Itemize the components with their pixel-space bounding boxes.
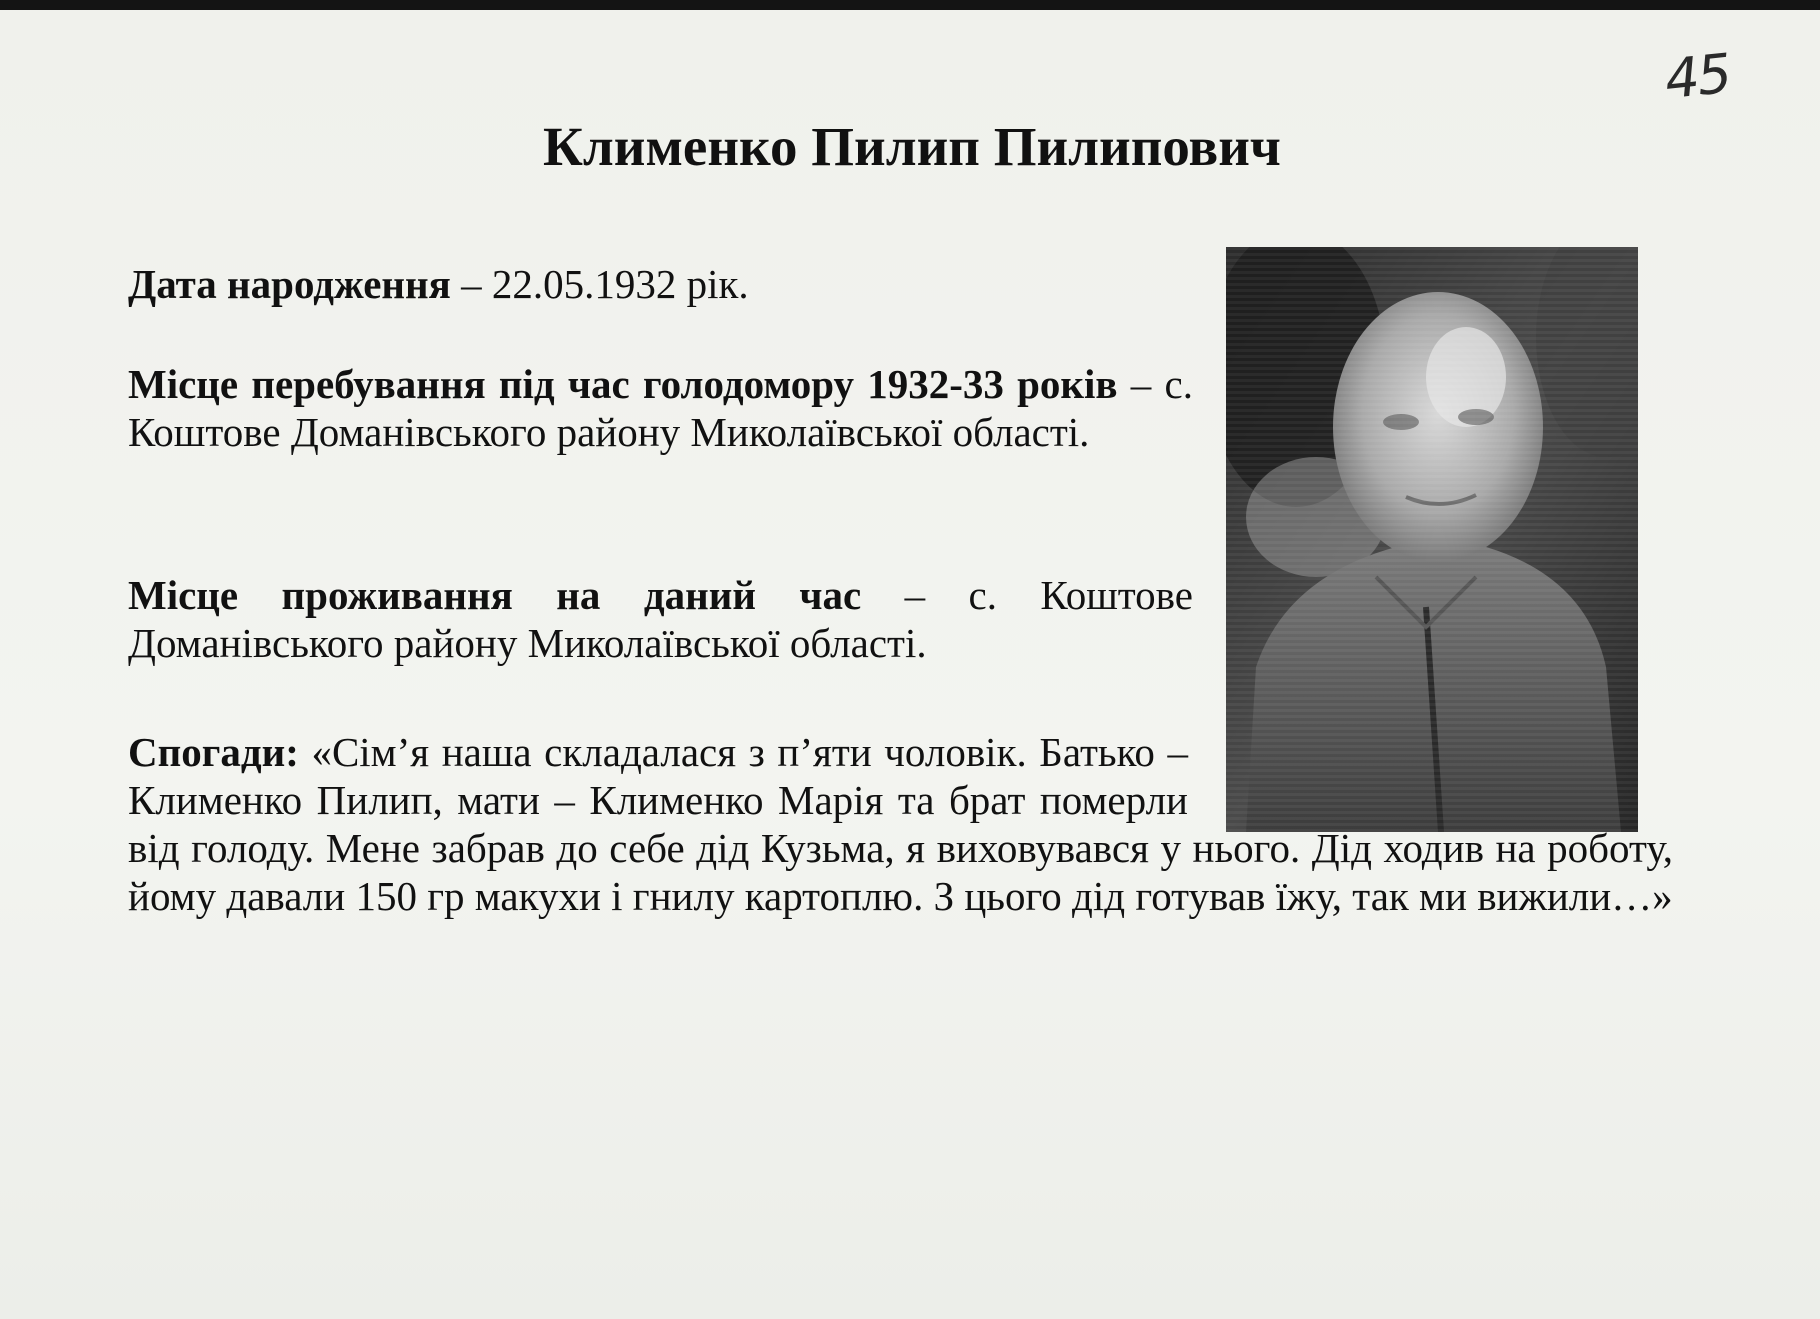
handwritten-page-number: 45 [1661, 41, 1733, 112]
scan-edge [0, 0, 1820, 10]
famine-location-label: Місце перебування під час голодомору 1932-33 років [128, 361, 1118, 407]
birth-date-label: Дата народження [128, 261, 451, 307]
famine-location-value: с. Коштове Доманівського району Миколаївської області. [128, 361, 1193, 455]
page-title [0, 115, 1820, 178]
photo-wrap-spacer [1188, 728, 1673, 824]
current-residence-label: Місце проживання на даний час [128, 572, 862, 618]
current-residence-paragraph [128, 571, 1193, 667]
memories-text: «Сім’я наша складалася з п’яти чоловік. Батько – Клименко Пилип, мати – Клименко Марія та брат померли від голоду. Мене забрав до себе дід Кузьма, я виховувався у нього. Дід ходив на роботу, йому давали 150 гр макухи і гнилу картоплю. З цього дід готував їжу, так ми вижили…» [128, 729, 1673, 919]
current-residence-separator: – [861, 572, 969, 618]
birth-date-value: 22.05.1932 рік. [491, 261, 749, 307]
person-name: Клименко Пилип Пилипович [543, 116, 1281, 177]
document-page [0, 10, 1820, 1319]
famine-location-paragraph [128, 360, 1193, 456]
famine-location-separator: – [1117, 361, 1165, 407]
birth-date-paragraph [128, 260, 928, 308]
memories-label: Спогади: [128, 729, 299, 775]
birth-date-separator: – [450, 261, 492, 307]
current-residence-value: с. Коштове Доманівського району Миколаївської області. [128, 572, 1193, 666]
memories-paragraph [128, 728, 1673, 920]
